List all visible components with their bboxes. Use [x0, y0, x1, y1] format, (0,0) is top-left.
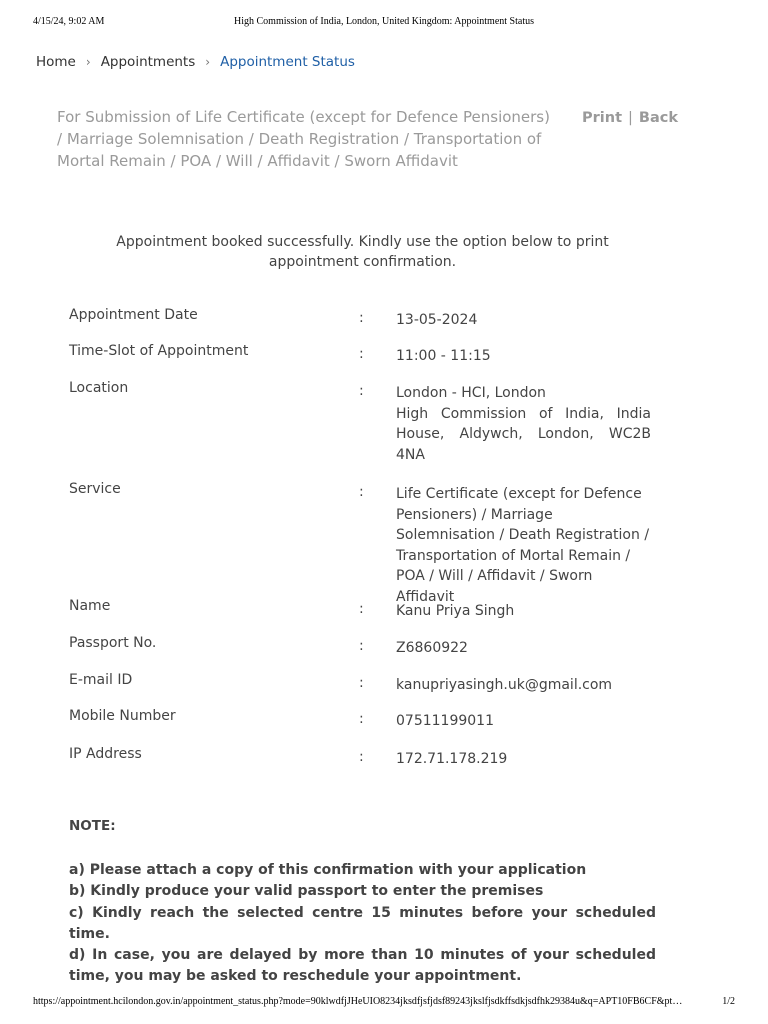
detail-label: Appointment Date [69, 307, 198, 323]
detail-colon: : [359, 601, 364, 617]
location-value [396, 383, 651, 465]
detail-colon: : [359, 675, 364, 691]
time-slot-value: 11:00 - 11:15 [396, 348, 491, 364]
print-header [33, 16, 735, 30]
detail-label: Time-Slot of Appointment [69, 343, 249, 359]
note-list [69, 860, 656, 988]
detail-colon: : [359, 310, 364, 326]
action-separator: | [628, 110, 633, 126]
breadcrumb-home-link[interactable]: Home [36, 54, 76, 70]
detail-label: Location [69, 380, 129, 396]
detail-label: Service [69, 481, 121, 497]
detail-label: Passport No. [69, 635, 157, 651]
email-value: kanupriyasingh.uk@gmail.com [396, 677, 613, 693]
detail-label: E-mail ID [69, 672, 133, 688]
breadcrumb-current[interactable]: Appointment Status [220, 54, 355, 70]
note-item: a) Please attach a copy of this confirmation with your application [69, 862, 587, 878]
breadcrumb-appointments-link[interactable]: Appointments [100, 54, 196, 70]
detail-colon: : [359, 484, 364, 500]
location-centre: London - HCI, London [396, 385, 546, 401]
name-value: Kanu Priya Singh [396, 603, 515, 619]
print-document-title: High Commission of India, London, United Kingdom: Appointment Status [234, 16, 534, 27]
detail-label: IP Address [69, 746, 142, 762]
print-timestamp: 4/15/24, 9:02 AM [33, 16, 105, 27]
service-value: Life Certificate (except for Defence Pensioners) / Marriage Solemnisation / Death Registration / Transportation of Mortal Remain / POA / Will / Affidavit / Sworn Affidavit [396, 486, 650, 605]
chevron-right-icon: › [205, 55, 211, 69]
note-item: b) Kindly produce your valid passport to enter the premises [69, 883, 544, 900]
detail-label: Mobile Number [69, 708, 176, 724]
detail-colon: : [359, 711, 364, 727]
page-actions [582, 110, 678, 126]
ip-address-value: 172.71.178.219 [396, 751, 508, 767]
service-heading: For Submission of Life Certificate (except for Defence Pensioners) / Marriage Solemnisation / Death Registration / Transportation of Mortal Remain / POA / Will / Affidavit / Sworn Affidavit [57, 108, 550, 170]
print-footer [33, 996, 735, 1010]
detail-colon: : [359, 749, 364, 765]
location-address: High Commission of India, India House, Aldywch, London, WC2B 4NA [396, 405, 651, 463]
detail-colon: : [359, 346, 364, 362]
success-message: Appointment booked successfully. Kindly use the option below to print appointment confirmation. [116, 234, 609, 270]
mobile-value: 07511199011 [396, 713, 494, 729]
detail-colon: : [359, 383, 364, 399]
breadcrumb [36, 54, 355, 74]
detail-label: Name [69, 598, 111, 614]
detail-colon: : [359, 638, 364, 654]
print-page-number: 1/2 [722, 996, 735, 1007]
passport-value: Z6860922 [396, 640, 468, 656]
back-link[interactable]: Back [638, 110, 678, 126]
note-item: d) In case, you are delayed by more than 10 minutes of your scheduled time, you may be asked to reschedule your appointment. [69, 947, 656, 985]
chevron-right-icon: › [85, 55, 91, 69]
print-link[interactable]: Print [582, 110, 623, 126]
appointment-date-value: 13-05-2024 [396, 312, 478, 328]
print-url: https://appointment.hcilondon.gov.in/appointment_status.php?mode=90klwdfjJHeUIO8234jksdfjsfjdsf89243jkslfjsdkffsdkjsdfhk29384u&q=APT10FB6CF&pt… [33, 996, 683, 1007]
note-title: NOTE: [69, 818, 116, 834]
note-item: c) Kindly reach the selected centre 15 minutes before your scheduled time. [69, 904, 656, 942]
